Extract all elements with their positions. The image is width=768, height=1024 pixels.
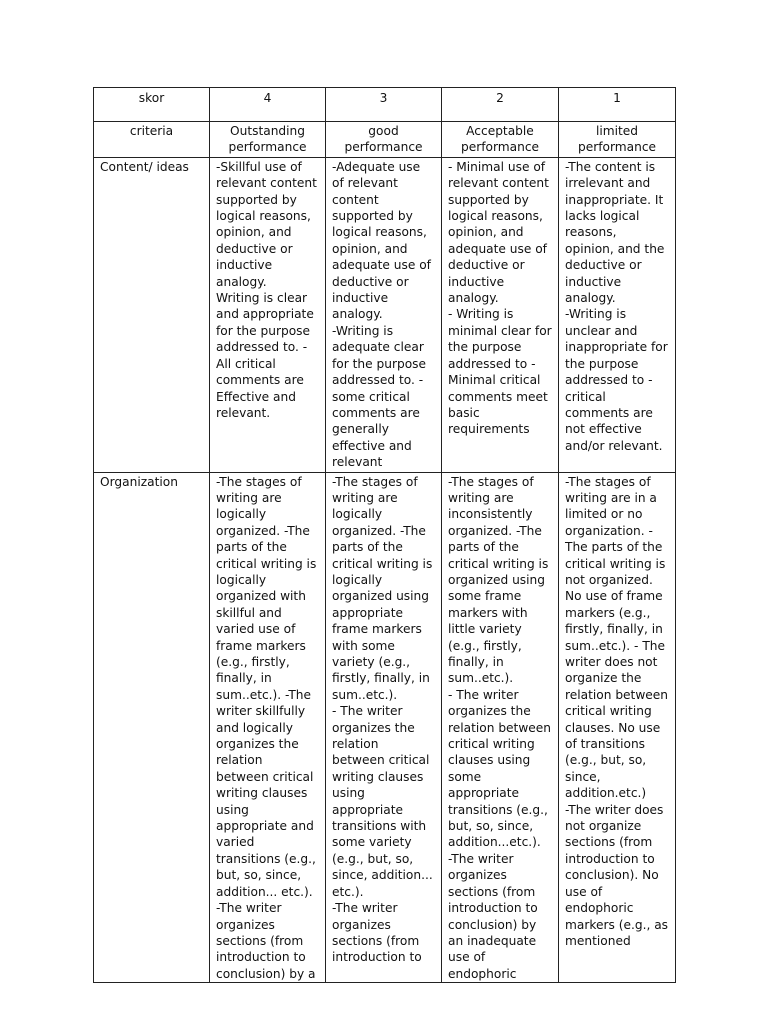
score-2-cell: 2 [442,88,559,122]
organization-score-2-description: -The stages of writing are inconsistently organized. -The parts of the critical writing is organized using some frame markers with little variety (e.g., firstly, finally, in sum..etc.). - The writer organizes the relation between critical writing clauses using some appropriate transitions (e.g., but, so, since, addition...etc.). -The writer organizes sections (from introduction to conclusion) by an inadequate use of endophoric [442,472,559,983]
level-acceptable-cell: Acceptable performance [442,122,559,158]
content-score-2-description: - Minimal use of relevant content supported by logical reasons, opinion, and adequate use of deductive or inductive analogy. - Writing is minimal clear for the purpose addressed to - Minimal critical comments meet basic requirements [442,157,559,472]
organization-score-4-description: -The stages of writing are logically organized. -The parts of the critical writing is logically organized with skillful and varied use of frame markers (e.g., firstly, finally, in sum..etc.). -The writer skillfully and logically organizes the relation between critical writing clauses using appropriate and varied transitions (e.g., but, so, since, addition... etc.). -The writer organizes sections (from introduction to conclusion) by a [210,472,326,983]
score-1-cell: 1 [559,88,676,122]
content-score-4-description: -Skillful use of relevant content supported by logical reasons, opinion, and deductive or inductive analogy. Writing is clear and appropriate for the purpose addressed to. -All critical comments are Effective and relevant. [210,157,326,472]
organization-score-3-description: -The stages of writing are logically organized. -The parts of the critical writing is logically organized using appropriate frame markers with some variety (e.g., firstly, finally, in sum..etc.). - The writer organizes the relation between critical writing clauses using appropriate transitions with some variety (e.g., but, so, since, addition... etc.). -The writer organizes sections (from introduction to [326,472,442,983]
score-header-label: skor [94,88,210,122]
criterion-organization: Organization [94,472,210,983]
content-score-3-description: -Adequate use of relevant content supported by logical reasons, opinion, and adequate use of deductive or inductive analogy. -Writing is adequate clear for the purpose addressed to. - some critical comments are generally effective and relevant [326,157,442,472]
organization-score-1-description: -The stages of writing are in a limited or no organization. - The parts of the critical writing is not organized. No use of frame markers (e.g., firstly, finally, in sum..etc.). - The writer does not organize the relation between critical writing clauses. No use of transitions (e.g., but, so, since, addition.etc.) -The writer does not organize sections (from introduction to conclusion). No use of endophoric markers (e.g., as mentioned [559,472,676,983]
level-limited-cell: limited performance [559,122,676,158]
rubric-table [93,87,676,983]
table-row [94,472,676,983]
level-outstanding-cell: Outstanding performance [210,122,326,158]
content-score-1-description: -The content is irrelevant and inappropriate. It lacks logical reasons, opinion, and the deductive or inductive analogy. -Writing is unclear and inappropriate for the purpose addressed to - critical comments are not effective and/or relevant. [559,157,676,472]
score-3-cell: 3 [326,88,442,122]
score-4-cell: 4 [210,88,326,122]
criteria-header-label: criteria [94,122,210,158]
score-header-row [94,88,676,122]
table-row [94,157,676,472]
level-good-cell: good performance [326,122,442,158]
criteria-header-row [94,122,676,158]
criterion-content-ideas: Content/ ideas [94,157,210,472]
